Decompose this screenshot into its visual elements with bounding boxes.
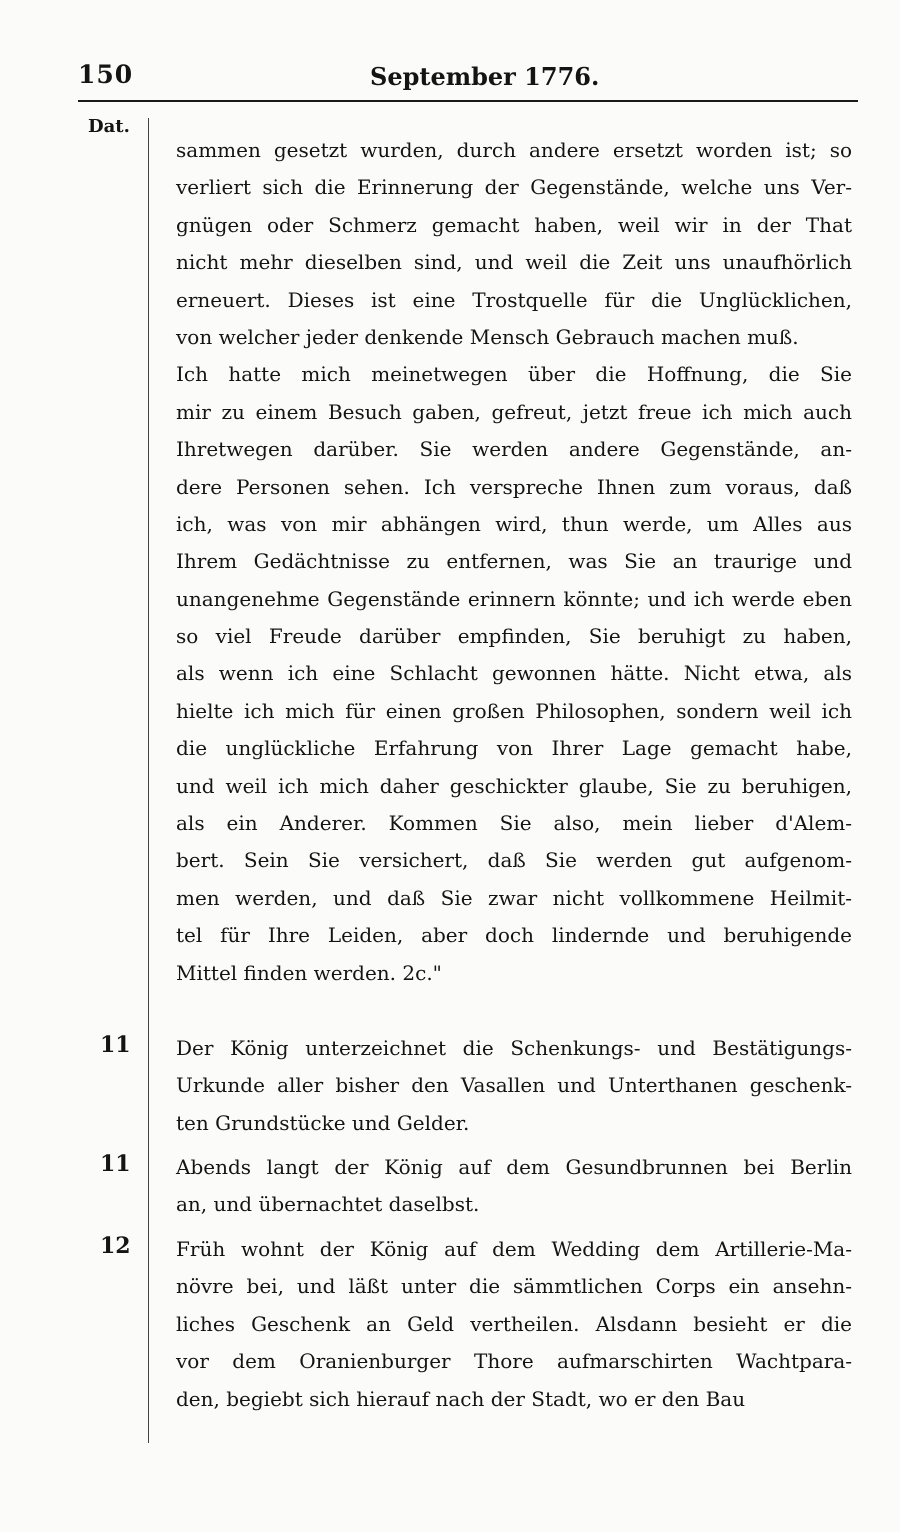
text-line: Ihrem Gedächtnisse zu entfernen, was Sie an traurige und [176, 549, 852, 574]
text-line: növre bei, und läßt unter die sämmtlichen Corps ein ansehn- [176, 1274, 852, 1299]
text-line: Abends langt der König auf dem Gesundbrunnen bei Berlin [176, 1155, 852, 1179]
text-line: den, begiebt sich hierauf nach der Stadt, wo er den Bau [176, 1386, 746, 1411]
text-line: verliert sich die Erinnerung der Gegenstände, welche uns Ver- [176, 175, 852, 200]
entry-text [176, 1231, 852, 1418]
text-line: nicht mehr dieselben sind, und weil die Zeit uns unaufhörlich [176, 250, 852, 275]
entry-text [176, 1030, 852, 1142]
page-header [0, 60, 900, 100]
text-line: mir zu einem Besuch gaben, gefreut, jetzt freue ich mich auch [176, 399, 852, 424]
text-line: men werden, und daß Sie zwar nicht vollkommene Heilmit- [176, 885, 852, 910]
text-line: dere Personen sehen. Ich verspreche Ihnen zum voraus, daß [176, 474, 852, 499]
text-line: liches Geschenk an Geld vertheilen. Alsdann besieht er die [176, 1311, 852, 1336]
text-line: ten Grundstücke und Gelder. [176, 1110, 470, 1135]
text-line: Urkunde aller bisher den Vasallen und Unterthanen geschenk- [176, 1073, 852, 1098]
text-line: Ihretwegen darüber. Sie werden andere Gegenstände, an- [176, 437, 852, 462]
entry-date: 11 [100, 1032, 131, 1058]
entry-date: 12 [100, 1233, 131, 1259]
text-line: die unglückliche Erfahrung von Ihrer Lage gemacht habe, [176, 736, 852, 761]
date-column-label: Dat. [88, 116, 130, 137]
header-rule [78, 100, 858, 102]
text-line: sammen gesetzt wurden, durch andere ersetzt worden ist; so [176, 138, 852, 162]
text-line: als wenn ich eine Schlacht gewonnen hätte. Nicht etwa, als [176, 661, 852, 686]
text-line: an, und übernachtet daselbst. [176, 1192, 480, 1217]
text-line: bert. Sein Sie versichert, daß Sie werden gut aufgenom- [176, 848, 852, 873]
text-line: vor dem Oranienburger Thore aufmarschirten Wachtpara- [176, 1349, 852, 1374]
text-line: ich, was von mir abhängen wird, thun werde, um Alles aus [176, 511, 852, 536]
text-line: so viel Freude darüber empfinden, Sie beruhigt zu haben, [176, 624, 852, 649]
text-line: hielte ich mich für einen großen Philosophen, sondern weil ich [176, 698, 852, 723]
text-line: Mittel finden werden. 2c." [176, 960, 442, 985]
text-line: Früh wohnt der König auf dem Wedding dem Artillerie-Ma- [176, 1237, 852, 1261]
text-line: erneuert. Dieses ist eine Trostquelle für die Unglücklichen, [176, 287, 852, 312]
page-number: 150 [78, 60, 134, 89]
running-head: September 1776. [370, 62, 600, 91]
entry-text [176, 1149, 852, 1224]
text-line: von welcher jeder denkende Mensch Gebrauch machen muß. [176, 324, 799, 349]
text-line: gnügen oder Schmerz gemacht haben, weil wir in der That [176, 212, 852, 237]
text-line: als ein Anderer. Kommen Sie also, mein lieber d'Alem- [176, 811, 852, 836]
text-line: und weil ich mich daher geschickter glaube, Sie zu beruhigen, [176, 773, 852, 798]
text-line: unangenehme Gegenstände erinnern könnte; und ich werde eben [176, 586, 852, 611]
letter-continuation [176, 132, 852, 992]
text-line: tel für Ihre Leiden, aber doch lindernde und beruhigende [176, 923, 852, 948]
date-column-rule [148, 118, 149, 1443]
entry-date: 11 [100, 1151, 131, 1177]
text-line: Ich hatte mich meinetwegen über die Hoffnung, die Sie [176, 362, 852, 387]
text-line: Der König unterzeichnet die Schenkungs- und Bestätigungs- [176, 1036, 852, 1060]
